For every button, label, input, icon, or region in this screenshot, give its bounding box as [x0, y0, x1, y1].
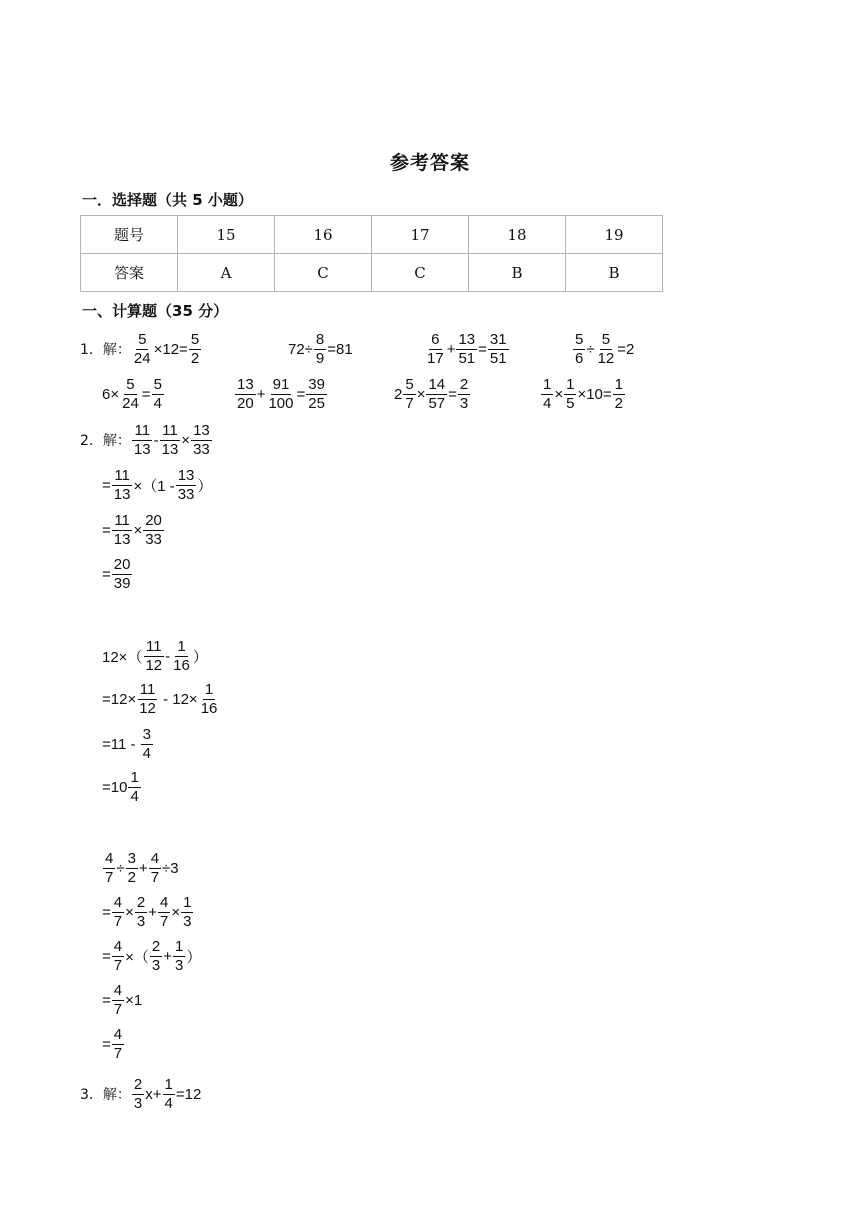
numerator: 1 — [614, 375, 624, 393]
expr-text: ×（ — [125, 948, 149, 966]
denominator: 9 — [315, 349, 325, 367]
denominator: 3 — [459, 394, 469, 412]
denominator: 57 — [428, 394, 446, 412]
expr-text: × — [171, 903, 181, 921]
numerator: 11 — [162, 421, 178, 439]
q2-p1-line3 — [102, 508, 165, 552]
denominator: 13 — [133, 440, 151, 458]
fraction — [426, 377, 447, 412]
expr-text: = — [478, 340, 487, 358]
fraction — [314, 332, 326, 367]
expr-text: = — [141, 385, 151, 403]
fraction — [403, 377, 415, 412]
denominator: 4 — [142, 744, 152, 762]
expr-text: ×（1 - — [133, 477, 175, 495]
q2-p3-line1 — [102, 846, 179, 890]
denominator: 6 — [575, 349, 584, 367]
fraction — [488, 332, 509, 367]
fraction — [128, 770, 140, 805]
numerator: 5 — [190, 330, 200, 348]
denominator: 3 — [183, 912, 192, 930]
numerator: 11 — [114, 466, 130, 484]
denominator: 3 — [174, 956, 184, 974]
expr-text: =11 - — [102, 735, 140, 753]
denominator: 3 — [151, 956, 161, 974]
expr-text: 6× — [102, 385, 120, 403]
fraction — [173, 939, 185, 974]
expr-text: = — [296, 385, 306, 403]
expr-text: ×10= — [577, 385, 612, 403]
denominator: 7 — [405, 394, 414, 412]
denominator: 25 — [308, 394, 325, 412]
denominator: 7 — [113, 956, 123, 974]
expr-text: - — [153, 431, 159, 449]
numerator: 11 — [134, 421, 151, 439]
table-cell: 答案 — [81, 254, 178, 292]
fraction — [266, 377, 295, 412]
fraction — [112, 939, 124, 974]
denominator: 24 — [122, 394, 139, 412]
numerator: 1 — [177, 637, 186, 655]
table-row-question-numbers — [81, 216, 663, 254]
q2-p3-line5 — [102, 1022, 125, 1066]
fraction — [458, 377, 470, 412]
fraction — [191, 423, 212, 458]
numerator: 4 — [105, 849, 114, 867]
q1-label-line — [80, 327, 202, 371]
expr-text: × — [181, 431, 191, 449]
expr-text: = — [102, 1035, 111, 1053]
denominator: 2 — [127, 868, 136, 886]
expr-text: + — [148, 903, 157, 921]
expr-text: ） — [186, 948, 202, 966]
denominator: 51 — [458, 349, 476, 367]
denominator: 13 — [113, 485, 131, 503]
numerator: 3 — [127, 849, 136, 867]
denominator: 4 — [164, 1094, 173, 1112]
table-cell: 题号 — [81, 216, 178, 254]
q2-p1-line2 — [102, 463, 212, 507]
fraction — [199, 682, 220, 717]
expr-text: ） — [197, 477, 213, 495]
expr-text: ÷ — [586, 340, 595, 358]
expr-text: ×12= — [153, 340, 188, 358]
fraction — [573, 332, 585, 367]
expr-text: ÷ — [116, 859, 125, 877]
fraction — [150, 939, 162, 974]
q3-label: 3．解： — [80, 1087, 131, 1103]
expr-text: x+ — [145, 1085, 162, 1103]
q1-expr-f — [234, 372, 328, 416]
denominator: 12 — [139, 699, 156, 717]
q2-p3-line3 — [102, 934, 201, 978]
fraction — [181, 895, 193, 930]
numerator: 31 — [489, 330, 507, 348]
numerator: 1 — [204, 680, 214, 698]
fraction — [613, 377, 625, 412]
denominator: 13 — [161, 440, 179, 458]
expr-text: = — [448, 385, 457, 403]
denominator: 3 — [136, 912, 146, 930]
fraction — [143, 513, 164, 548]
numerator: 5 — [153, 375, 162, 393]
fraction — [235, 377, 256, 412]
numerator: 4 — [113, 1025, 123, 1043]
expr-text: = — [102, 476, 111, 494]
expr-text: × — [554, 385, 564, 403]
q1-expr-d — [572, 327, 634, 371]
answer-table — [80, 215, 663, 292]
numerator: 2 — [136, 893, 146, 911]
q2-p2-line4 — [102, 765, 142, 809]
fraction — [596, 332, 617, 367]
fraction — [112, 1027, 124, 1062]
numerator: 20 — [145, 511, 162, 529]
q1-label: 1．解： — [80, 342, 131, 358]
table-cell: C — [275, 254, 372, 292]
q2-p1-line1 — [80, 418, 213, 462]
numerator: 13 — [237, 375, 254, 393]
fraction — [163, 1077, 175, 1112]
numerator: 5 — [601, 330, 611, 348]
numerator: 1 — [174, 937, 184, 955]
q1-expr-e — [102, 372, 165, 416]
numerator: 4 — [113, 981, 123, 999]
fraction — [160, 423, 181, 458]
numerator: 4 — [113, 937, 123, 955]
expr-text: =10 — [102, 778, 128, 796]
q2-p2-line3 — [102, 722, 154, 766]
numerator: 6 — [431, 330, 440, 348]
denominator: 2 — [614, 394, 624, 412]
fraction — [158, 895, 170, 930]
expr-text: + — [163, 947, 172, 965]
numerator: 39 — [308, 375, 325, 393]
numerator: 13 — [177, 466, 195, 484]
denominator: 12 — [597, 349, 615, 367]
denominator: 24 — [133, 349, 151, 367]
numerator: 8 — [315, 330, 325, 348]
fraction — [132, 423, 153, 458]
expr-text: × — [416, 385, 426, 403]
denominator: 20 — [237, 394, 254, 412]
q1-expr-h — [540, 372, 626, 416]
numerator: 1 — [183, 893, 192, 911]
expr-text: × — [125, 903, 134, 921]
numerator: 4 — [113, 893, 123, 911]
numerator: 4 — [150, 849, 160, 867]
numerator: 13 — [458, 330, 476, 348]
denominator: 39 — [113, 574, 131, 592]
expr-text: = — [102, 521, 111, 539]
numerator: 5 — [575, 330, 584, 348]
denominator: 100 — [268, 394, 294, 412]
expr-text: 2 — [394, 385, 403, 403]
expr-text: × — [133, 521, 143, 539]
table-cell: B — [566, 254, 663, 292]
table-cell: C — [372, 254, 469, 292]
fraction — [541, 377, 553, 412]
numerator: 13 — [193, 421, 210, 439]
table-cell: A — [178, 254, 275, 292]
table-cell: B — [469, 254, 566, 292]
fraction — [137, 682, 158, 717]
denominator: 7 — [159, 912, 169, 930]
expr-text: ） — [192, 648, 208, 666]
fraction — [120, 377, 141, 412]
expr-text: + — [138, 859, 148, 877]
numerator: 14 — [428, 375, 446, 393]
fraction — [132, 332, 153, 367]
q1-expr-b — [288, 327, 353, 371]
numerator: 20 — [113, 555, 131, 573]
table-row-answers — [81, 254, 663, 292]
table-cell: 15 — [178, 216, 275, 254]
fraction — [152, 377, 164, 412]
fraction — [306, 377, 327, 412]
fraction — [141, 727, 153, 762]
denominator: 7 — [113, 912, 123, 930]
denominator: 33 — [145, 530, 162, 548]
denominator: 7 — [150, 868, 160, 886]
fraction — [112, 983, 124, 1018]
fraction — [564, 377, 576, 412]
fraction — [135, 895, 147, 930]
denominator: 33 — [177, 485, 195, 503]
fraction — [132, 1077, 144, 1112]
numerator: 5 — [138, 330, 147, 348]
numerator: 1 — [164, 1075, 173, 1093]
expr-text: =2 — [617, 340, 635, 358]
expr-text: - — [165, 647, 171, 665]
denominator: 51 — [489, 349, 507, 367]
fraction — [143, 639, 164, 674]
expr-text: = — [102, 947, 111, 965]
fraction — [176, 468, 197, 503]
fraction — [112, 468, 133, 503]
q2-p2-line2 — [102, 677, 220, 721]
table-cell: 17 — [372, 216, 469, 254]
page-title: 参考答案 — [389, 152, 470, 174]
expr-text: = — [102, 903, 111, 921]
table-cell: 19 — [566, 216, 663, 254]
fraction — [126, 851, 138, 886]
expr-text: =12× — [102, 690, 137, 708]
expr-text: - 12× — [158, 690, 198, 708]
fraction — [171, 639, 192, 674]
q2-p3-line4 — [102, 978, 142, 1022]
expr-text: 12×（ — [102, 648, 143, 666]
fraction — [112, 895, 124, 930]
expr-text: = — [102, 991, 111, 1009]
denominator: 4 — [130, 787, 139, 805]
numerator: 11 — [114, 511, 130, 529]
table-cell: 16 — [275, 216, 372, 254]
table-cell: 18 — [469, 216, 566, 254]
denominator: 12 — [145, 656, 163, 674]
expr-text: + — [256, 385, 266, 403]
fraction — [425, 332, 446, 367]
fraction — [103, 851, 115, 886]
q2-p3-line2 — [102, 890, 194, 934]
section-calc-heading: 一、计算题（35 分） — [82, 302, 229, 320]
denominator: 13 — [113, 530, 131, 548]
denominator: 33 — [193, 440, 210, 458]
expr-text: =81 — [327, 340, 353, 358]
numerator: 5 — [126, 375, 135, 393]
q3-line1 — [80, 1072, 201, 1116]
expr-text: ÷3 — [162, 859, 179, 877]
q2-label: 2．解： — [80, 433, 131, 449]
denominator: 5 — [566, 394, 575, 412]
denominator: 7 — [113, 1000, 123, 1018]
expr-text: + — [446, 340, 456, 358]
numerator: 1 — [543, 375, 552, 393]
denominator: 17 — [427, 349, 444, 367]
denominator: 16 — [200, 699, 218, 717]
numerator: 1 — [130, 768, 139, 786]
fraction — [149, 851, 161, 886]
denominator: 7 — [105, 868, 114, 886]
denominator: 2 — [190, 349, 200, 367]
numerator: 3 — [142, 725, 152, 743]
section-choice-heading: 一．选择题（共 5 小题） — [82, 191, 253, 209]
expr-text: = — [102, 565, 111, 583]
fraction — [112, 557, 133, 592]
q2-p1-line4 — [102, 552, 133, 596]
denominator: 4 — [153, 394, 162, 412]
fraction — [189, 332, 201, 367]
fraction — [456, 332, 477, 367]
denominator: 7 — [113, 1044, 123, 1062]
q1-expr-g — [394, 372, 471, 416]
q2-p2-line1 — [102, 634, 208, 678]
numerator: 2 — [151, 937, 161, 955]
numerator: 5 — [405, 375, 414, 393]
numerator: 4 — [159, 893, 169, 911]
denominator: 16 — [173, 656, 190, 674]
fraction — [112, 513, 133, 548]
q1-expr-c — [424, 327, 510, 371]
expr-text: =12 — [175, 1085, 202, 1103]
numerator: 2 — [459, 375, 469, 393]
numerator: 2 — [133, 1075, 143, 1093]
numerator: 11 — [146, 637, 162, 655]
numerator: 91 — [272, 375, 290, 393]
denominator: 4 — [543, 394, 552, 412]
expr-text: 72÷ — [288, 340, 313, 358]
numerator: 1 — [566, 375, 575, 393]
expr-text: ×1 — [125, 991, 143, 1009]
numerator: 11 — [139, 680, 156, 698]
denominator: 3 — [133, 1094, 143, 1112]
